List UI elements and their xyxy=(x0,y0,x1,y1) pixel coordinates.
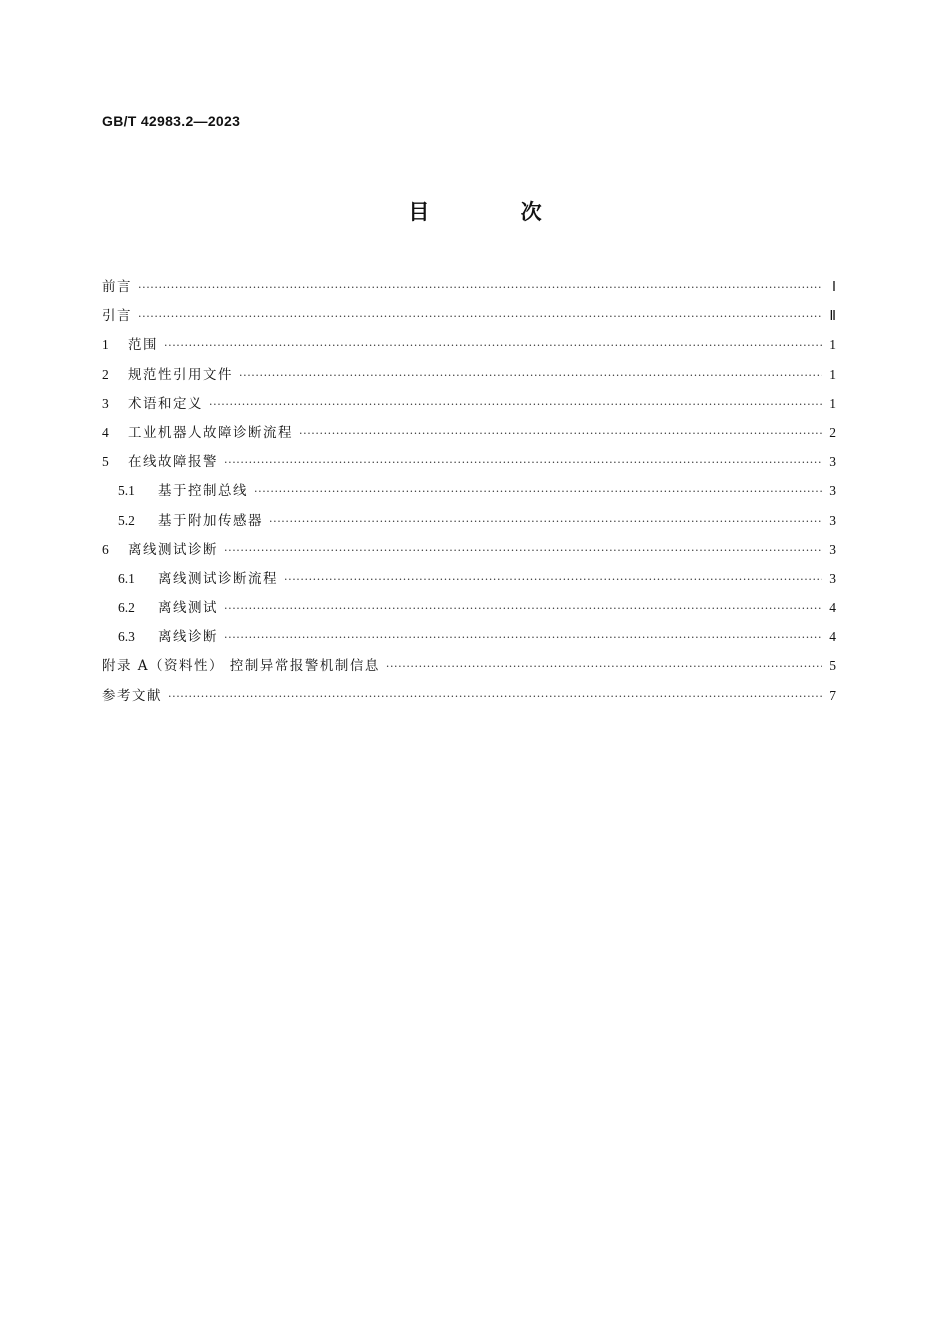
toc-entry-number: 6.2 xyxy=(118,600,135,616)
toc-dot-leader xyxy=(254,477,822,506)
toc-entry-title: 离线诊断 xyxy=(158,629,218,646)
toc-entry-number: 5 xyxy=(102,454,109,470)
toc-dot-leader xyxy=(138,302,822,331)
toc-entry-number: 4 xyxy=(102,424,109,440)
toc-entry[interactable] xyxy=(102,272,836,301)
toc-entry[interactable] xyxy=(102,651,836,680)
toc-entry-title: 引言 xyxy=(102,308,132,325)
toc-entry-number: 3 xyxy=(102,395,109,411)
toc-entry-number: 5.1 xyxy=(118,483,135,499)
toc-entry[interactable] xyxy=(102,564,836,593)
toc-entry-page: 7 xyxy=(829,687,836,703)
toc-dot-leader xyxy=(386,652,822,681)
toc-dot-leader xyxy=(269,507,822,536)
toc-entry-title: 基于附加传感器 xyxy=(158,512,263,529)
toc-entry-page: 4 xyxy=(829,600,836,616)
toc-entry[interactable] xyxy=(102,360,836,389)
toc-dot-leader xyxy=(209,390,822,419)
toc-title: 目 次 xyxy=(408,200,584,224)
toc-entry[interactable] xyxy=(102,506,836,535)
toc-entry-number: 6 xyxy=(102,541,109,557)
toc-entry-title: 附录 A（资料性） 控制异常报警机制信息 xyxy=(102,658,380,675)
toc-entry-page: 1 xyxy=(829,337,836,353)
toc-entry-page: 5 xyxy=(829,658,836,674)
toc-entry-number: 6.3 xyxy=(118,629,135,645)
toc-entry-title: 基于控制总线 xyxy=(158,483,248,500)
toc-entry-title: 范围 xyxy=(128,337,158,354)
toc-entry[interactable] xyxy=(102,535,836,564)
toc-entry-page: 4 xyxy=(829,629,836,645)
toc-entry-page: 1 xyxy=(829,366,836,382)
toc-dot-leader xyxy=(239,361,822,390)
toc-dot-leader xyxy=(224,536,822,565)
toc-entry[interactable] xyxy=(102,330,836,359)
toc-entry-page: 3 xyxy=(829,570,836,586)
toc-dot-leader xyxy=(138,273,822,302)
toc-dot-leader xyxy=(224,623,822,652)
toc-entry[interactable] xyxy=(102,476,836,505)
toc-entry-page: 3 xyxy=(829,454,836,470)
toc-entry-title: 离线测试 xyxy=(158,600,218,617)
toc-entry[interactable] xyxy=(102,681,836,710)
toc-entry-page: 3 xyxy=(829,483,836,499)
toc-entry[interactable] xyxy=(102,389,836,418)
toc-entry-page: 2 xyxy=(829,424,836,440)
toc-entry[interactable] xyxy=(102,622,836,651)
table-of-contents xyxy=(102,272,836,710)
toc-entry-page: Ⅰ xyxy=(832,279,836,294)
toc-entry-title: 参考文献 xyxy=(102,687,162,704)
toc-entry[interactable] xyxy=(102,418,836,447)
toc-entry-page: 3 xyxy=(829,512,836,528)
toc-entry-title: 术语和定义 xyxy=(128,395,203,412)
toc-entry-title: 前言 xyxy=(102,279,132,295)
toc-entry-number: 1 xyxy=(102,337,109,353)
toc-dot-leader xyxy=(168,682,822,711)
toc-entry[interactable] xyxy=(102,447,836,476)
toc-dot-leader xyxy=(299,419,822,448)
toc-entry-page: 1 xyxy=(829,395,836,411)
toc-entry-title: 工业机器人故障诊断流程 xyxy=(128,424,293,441)
toc-entry-title: 规范性引用文件 xyxy=(128,366,233,383)
toc-dot-leader xyxy=(284,565,822,594)
toc-entry-title: 离线测试诊断流程 xyxy=(158,570,278,587)
toc-entry-number: 5.2 xyxy=(118,512,135,528)
toc-entry-title: 离线测试诊断 xyxy=(128,541,218,558)
standard-code: GB/T 42983.2—2023 xyxy=(102,113,241,129)
toc-dot-leader xyxy=(224,448,822,477)
toc-dot-leader xyxy=(164,331,822,360)
toc-entry[interactable] xyxy=(102,593,836,622)
toc-entry[interactable] xyxy=(102,301,836,330)
toc-entry-number: 2 xyxy=(102,366,109,382)
toc-entry-page: 3 xyxy=(829,541,836,557)
toc-entry-title: 在线故障报警 xyxy=(128,454,218,471)
toc-dot-leader xyxy=(224,594,822,623)
toc-entry-number: 6.1 xyxy=(118,570,135,586)
toc-entry-page: Ⅱ xyxy=(829,308,836,324)
